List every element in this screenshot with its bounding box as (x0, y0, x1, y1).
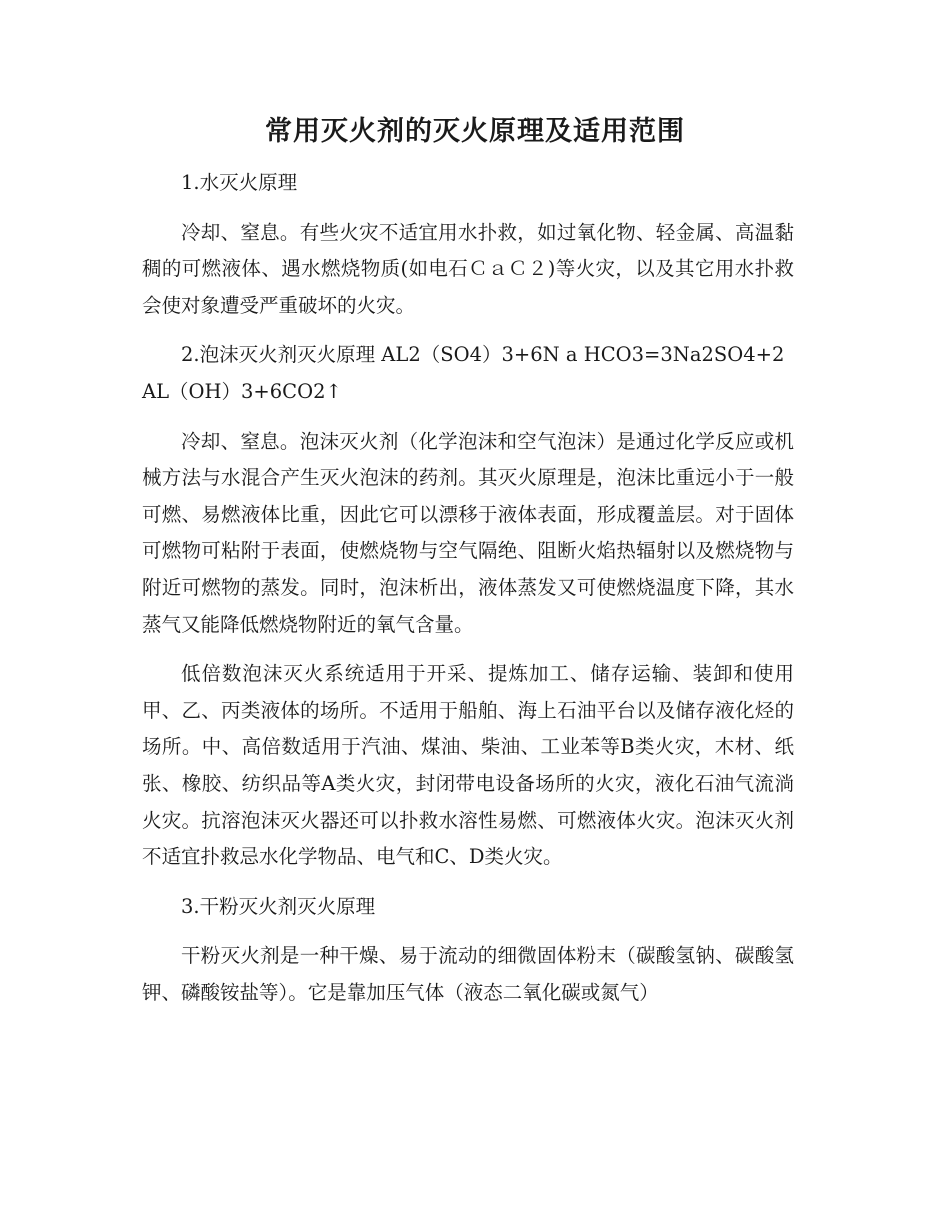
paragraph-dry-powder: 干粉灭火剂是一种干燥、易于流动的细微固体粉末（碳酸氢钠、碳酸氢钾、磷酸铵盐等）。它是靠加压气体（液态二氧化碳或氮气） (142, 944, 794, 1004)
document-title: 常用灭火剂的灭火原理及适用范围 (265, 116, 685, 147)
paragraph-foam-principle: 冷却、窒息。泡沫灭火剂（化学泡沫和空气泡沫）是通过化学反应或机械方法与水混合产生灭火泡沫的药剂。其灭火原理是，泡沫比重远小于一般可燃、易燃液体比重，因此它可以漂移于液体表面，形成覆盖层。对于固体可燃物可粘附于表面，使燃烧物与空气隔绝、阻断火焰热辐射以及燃烧物与附近可燃物的蒸发。同时，泡沫析出，液体蒸发又可使燃烧温度下降，其水蒸气又能降低燃烧物附近的氧气含量。 (142, 429, 794, 636)
document-body (142, 165, 794, 1024)
section-heading-foam: 2.泡沫灭火剂灭火原理 AL2（SO4）3+6N a HCO3=3Na2SO4+2AL（OH）3+6CO2↑ (142, 343, 785, 403)
section-heading-water: 1.水灭火原理 (181, 171, 298, 194)
paragraph-water-principle: 冷却、窒息。有些火灾不适宜用水扑救，如过氧化物、轻金属、高温黏稠的可燃液体、遇水燃烧物质(如电石ＣａＣ２)等火灾，以及其它用水扑救会使对象遭受严重破坏的火灾。 (142, 220, 794, 317)
section-heading-dry-powder: 3.干粉灭火剂灭火原理 (181, 894, 376, 918)
paragraph-foam-application: 低倍数泡沫灭火系统适用于开采、提炼加工、储存运输、装卸和使用甲、乙、丙类液体的场所。不适用于船舶、海上石油平台以及储存液化烃的场所。中、高倍数适用于汽油、煤油、柴油、工业苯等B类火灾，木材、纸张、橡胶、纺织品等A类火灾，封闭带电设备场所的火灾，液化石油气流淌火灾。抗溶泡沫灭火器还可以扑救水溶性易燃、可燃液体火灾。泡沫灭火剂不适宜扑救忌水化学物品、电气和C、D类火灾。 (142, 662, 794, 869)
